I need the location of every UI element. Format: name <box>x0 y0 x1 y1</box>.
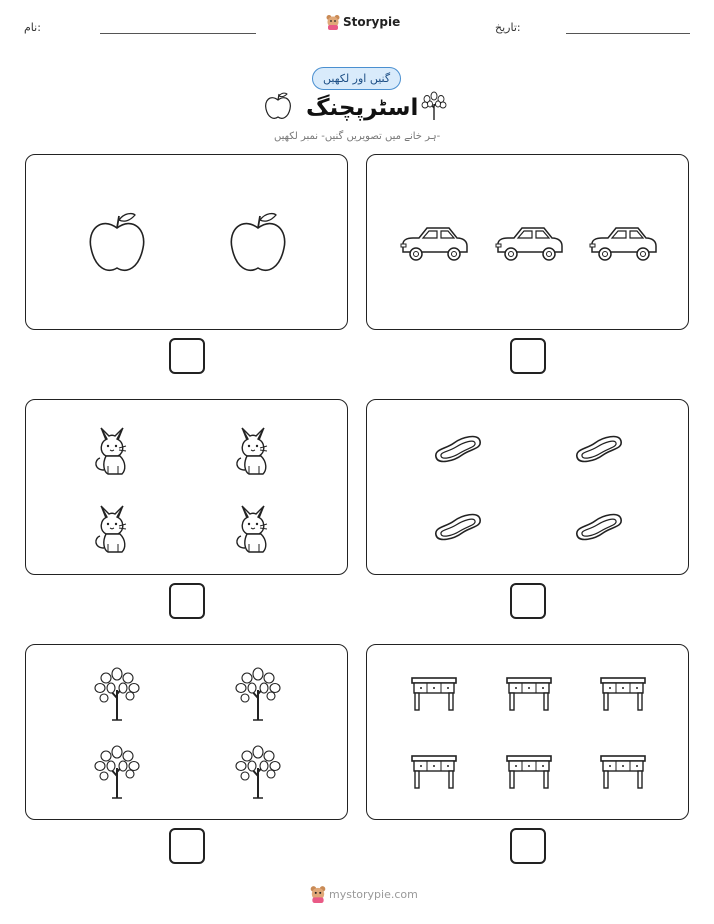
name-line <box>100 33 256 34</box>
bear-icon <box>326 14 340 30</box>
counting-panel <box>366 399 689 575</box>
cat-icon <box>233 500 283 558</box>
rubber-band-icon <box>432 509 484 549</box>
tree-icon <box>420 90 448 126</box>
desk-icon <box>410 676 458 716</box>
cat-icon <box>92 422 142 480</box>
desk-icon <box>599 754 647 794</box>
answer-box[interactable] <box>169 338 205 374</box>
footer <box>310 885 418 903</box>
car-icon <box>494 222 564 268</box>
car-icon <box>588 222 658 268</box>
desk-icon <box>410 754 458 794</box>
counting-panel <box>366 154 689 330</box>
tree-icon <box>94 744 140 804</box>
counting-panel <box>25 644 348 820</box>
cat-icon <box>92 500 142 558</box>
desk-icon <box>505 754 553 794</box>
tree-icon <box>94 666 140 726</box>
answer-box[interactable] <box>510 828 546 864</box>
tree-icon <box>235 744 281 804</box>
answer-box[interactable] <box>169 828 205 864</box>
apple-icon <box>264 91 292 125</box>
bear-icon <box>310 885 326 903</box>
page-title: اسٹرپچنگ <box>306 95 419 121</box>
cat-icon <box>233 422 283 480</box>
tree-icon <box>235 666 281 726</box>
desk-icon <box>599 676 647 716</box>
answer-box[interactable] <box>169 583 205 619</box>
rubber-band-icon <box>573 509 625 549</box>
apple-icon <box>87 210 147 280</box>
name-label: نام: <box>24 21 41 34</box>
counting-panel <box>25 154 348 330</box>
desk-icon <box>505 676 553 716</box>
counting-panel <box>366 644 689 820</box>
brand-logo <box>326 14 400 30</box>
apple-icon <box>228 210 288 280</box>
instruction-badge: گنیں اور لکھیں <box>312 67 401 90</box>
answer-box[interactable] <box>510 583 546 619</box>
rubber-band-icon <box>573 431 625 471</box>
rubber-band-icon <box>432 431 484 471</box>
footer-url: mystorypie.com <box>329 887 418 901</box>
brand-name: Storypie <box>343 15 401 29</box>
counting-panel <box>25 399 348 575</box>
car-icon <box>399 222 469 268</box>
date-label: تاریخ: <box>495 21 521 34</box>
answer-box[interactable] <box>510 338 546 374</box>
instruction-subtitle: ہر خانے میں تصویریں گنیں- نمبر لکھیں- <box>274 131 441 142</box>
date-line <box>566 33 690 34</box>
